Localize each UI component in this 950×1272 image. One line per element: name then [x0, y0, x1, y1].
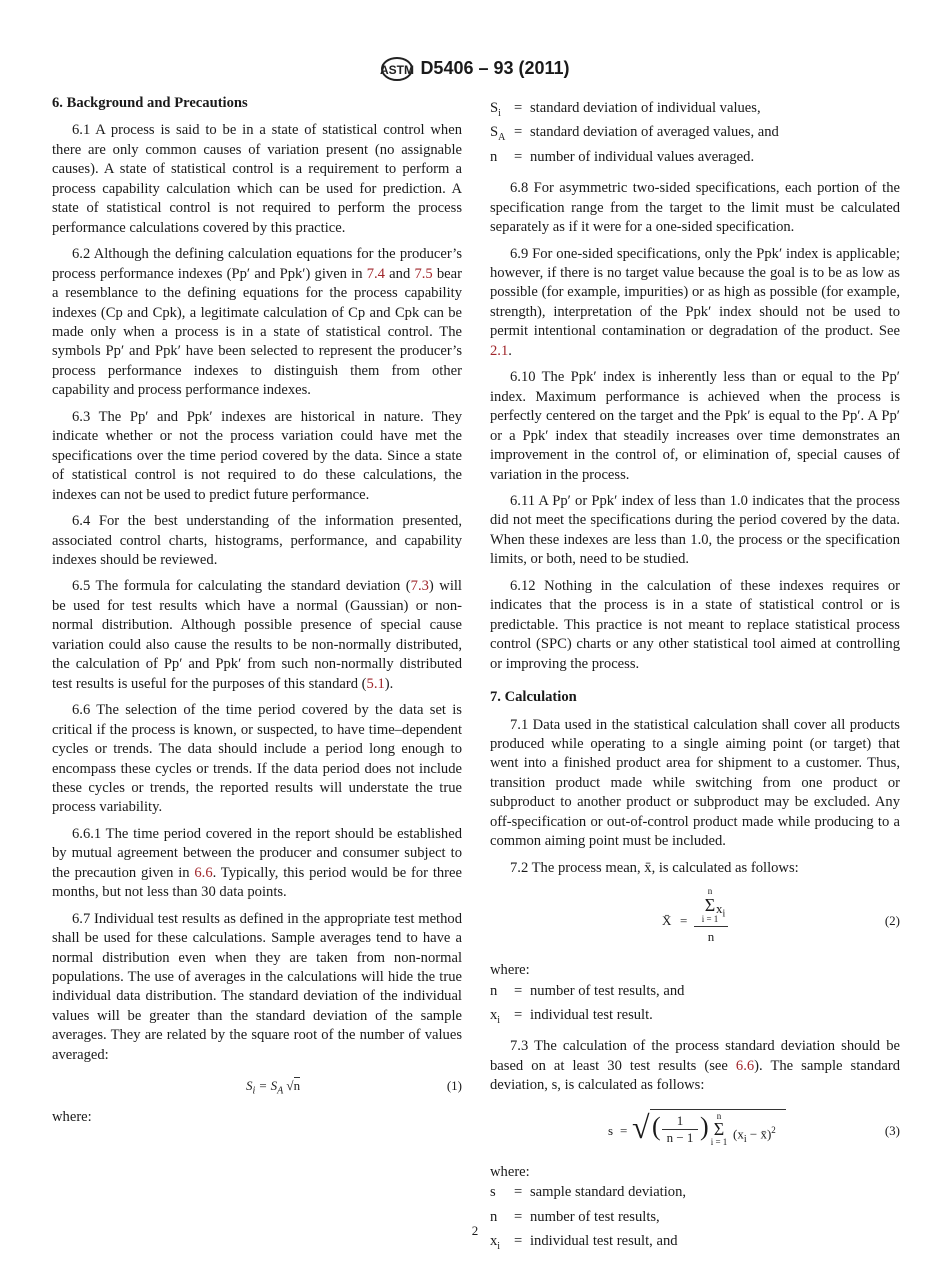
where-label: where:	[52, 1109, 92, 1126]
sigma-symbol: Σ	[713, 1118, 725, 1139]
sum-lower: i = 1	[701, 914, 719, 925]
paragraph-text: bear a resemblance to the defining equations for the process capability indexes (Cp and Cpk), a legitimate calculation of Cp and Cpk can be made only when a process is in a state of statistical control. The symbols Pp′ and Ppk′ have been selected to represent the producer’s process performance indexes to distinguish them from other capability and process performance indexes.	[52, 265, 462, 399]
paragraph	[490, 368, 900, 485]
eq-sub: i	[722, 908, 726, 920]
equals-sign: =	[514, 100, 523, 116]
where-definition: standard deviation of averaged values, and	[530, 124, 779, 141]
where-definition: individual test result, and	[530, 1233, 678, 1250]
section-link[interactable]: 2.1	[490, 342, 509, 359]
paragraph-text: ) will be used for test results which have a normal (Gaussian) or non-normal distribution. Although possible presence of special cause variation could also cause the results to be non-normally distributed, the calculation of Pp′ and Ppk′ from such non-normally distributed test results is useful for the purposes of this standard (	[52, 578, 462, 692]
eq-sub: i	[743, 1133, 747, 1145]
symbol: x	[490, 1233, 498, 1250]
where-symbol	[490, 123, 514, 147]
paragraph-text: 6.1 A process is said to be in a state of statistical control when there are only common causes of variation present (no assignable causes). A state of statistical control is a requirement to perform a process capability calculation which can be used for prediction. A state of statistical control is not required to perform the process performance calculations covered by this practice.	[52, 122, 462, 236]
symbol: n	[490, 148, 498, 165]
eq-sub: i	[252, 1085, 256, 1097]
equation-1: $S_i = S_A$ √n (1)	[246, 1078, 462, 1097]
symbol: n	[490, 1208, 498, 1225]
where-list	[490, 982, 900, 1031]
equals-sign: =	[514, 148, 523, 165]
paragraph-group	[490, 179, 900, 674]
document-designation: D5406 – 93 (2011)	[420, 57, 570, 78]
paragraph-text: 6.3 The Pp′ and Ppk′ indexes are historical in nature. They indicate whether or not the process variation could have met the specifications over the time period covered by the data. Since a state of statistical control is not required to do these calculations, the indexes can not be used to predict future performance.	[52, 408, 462, 503]
paragraph	[490, 245, 900, 362]
paragraph-text: 6.6.1 The time period covered in the report should be established by mutual agreement between the producer and consumer subject to the precaution given in	[52, 825, 462, 881]
where-symbol	[490, 99, 514, 123]
eq-power: 2	[771, 1124, 776, 1135]
paragraph-text: 7.3 The calculation of the process standard deviation should be based on at least 30 test results (see	[490, 1038, 900, 1074]
equals-sign: =	[514, 1208, 523, 1225]
section-link[interactable]: 6.6	[735, 1057, 755, 1074]
eq-numerator: 1	[662, 1113, 698, 1130]
paragraph	[52, 245, 462, 401]
where-symbol	[490, 982, 514, 1006]
where-definition: individual test result.	[530, 1007, 653, 1024]
paragraph-text: 6.5 The formula for calculating the standard deviation (	[72, 578, 411, 595]
section-heading: 6. Background and Precautions	[52, 95, 248, 111]
paragraph-text: ). The sample standard deviation, s, is calculated as follows:	[490, 1057, 900, 1094]
eq-lhs: S	[246, 1078, 253, 1094]
paragraph-text: 6.7 Individual test results as defined in the appropriate test method shall be used for these calculations. Sample averages tend to have a normal distribution even when they are taken from non-normal populations. The use of averages in the calculations will hide the true individual data distribution. The standard deviation of the individual values will be greater than the standard deviation of the sample averages. They are related by the square root of the number of values averaged:	[52, 910, 462, 1063]
sum-upper: n	[707, 886, 713, 897]
where-definition: number of individual values averaged.	[530, 148, 755, 165]
symbol: n	[490, 982, 498, 999]
paragraph-group	[52, 121, 462, 1065]
paragraph	[52, 701, 462, 818]
eq-term: (x	[733, 1126, 744, 1142]
eq-sign: =	[258, 1078, 268, 1094]
equals-sign: =	[514, 124, 523, 141]
equals-sign: =	[514, 982, 523, 999]
eq-sub: A	[277, 1085, 284, 1097]
eq-sign: =	[620, 1122, 628, 1138]
where-label: where:	[490, 962, 530, 979]
paragraph-text: . Typically, this period would be for three months, but not less than 30 data points.	[52, 864, 462, 901]
page-number: 2	[471, 1223, 479, 1238]
equals-sign: =	[514, 1233, 523, 1250]
eq-term: x	[716, 901, 723, 917]
symbol: S	[490, 100, 499, 116]
symbol-subscript: i	[497, 1014, 501, 1026]
equals-sign: =	[514, 1184, 523, 1201]
paragraph-text: 7.1 Data used in the statistical calculation shall cover all products produced while operating to a single aiming point (or target) that went into a finished product area for shipment to a customer. Thus, transition product made while switching from one product or subproduct to another product or subproduct may be excluded. Any off-specification or out-of-control product made while producing to a common aiming point must be included.	[490, 716, 900, 850]
symbol: S	[490, 124, 499, 141]
symbol: x	[490, 1007, 498, 1024]
where-definition: number of test results,	[530, 1208, 660, 1225]
paragraph	[490, 492, 900, 570]
where-definition: sample standard deviation,	[530, 1184, 687, 1201]
sqrt-symbol: √	[632, 1108, 650, 1145]
symbol: s	[490, 1184, 496, 1201]
section-link[interactable]: 5.1	[366, 675, 385, 692]
sum-lower: i = 1	[710, 1136, 728, 1147]
where-symbol	[490, 148, 514, 172]
eq-denominator: n	[694, 926, 728, 946]
paragraph	[490, 179, 900, 237]
where-definition: number of test results, and	[530, 982, 685, 999]
paragraph	[52, 825, 462, 903]
section-link[interactable]: 7.5	[414, 265, 433, 282]
paragraph	[490, 577, 900, 674]
paragraph-text: 6.8 For asymmetric two-sided specifications, each portion of the specification range from the target to the limit must be calculated separately as if it were for a one-sided specification.	[490, 180, 900, 236]
paragraph	[52, 408, 462, 505]
sum-upper: n	[716, 1110, 722, 1121]
where-label: where:	[490, 1163, 530, 1180]
astm-logo-icon	[380, 56, 414, 82]
where-list	[490, 99, 900, 172]
equation-2	[490, 885, 900, 955]
paragraph-text: 6.9 For one-sided specifications, only the Ppk′ index is applicable; however, if there is no target value because the goal is to be as low as possible (for example, impurities) or as high as possible (for example, strength), interpretation of the Ppk′ index should not be used to permit intentional contamination or degradation of the product. See	[490, 245, 900, 340]
svg-text:ASTM: ASTM	[380, 63, 415, 77]
symbol-subscript: i	[498, 107, 501, 119]
paragraph-text: ).	[384, 675, 394, 692]
eq-lhs: s	[608, 1122, 614, 1138]
paragraph-text: 6.4 For the best understanding of the information presented, associated control charts, histograms, performance, and capability indexes should be reviewed.	[52, 513, 462, 568]
paragraph	[490, 859, 900, 878]
paragraph	[52, 577, 462, 694]
paragraph-text: 6.12 Nothing in the calculation of these indexes requires or indicates that the process is in a state of statistical control or is predictable. This practice is not meant to replace statistical process control (SPC) charts or any other statistical tool aimed at controlling or improving the process.	[490, 577, 900, 672]
equation-number: (1)	[446, 1078, 462, 1094]
paragraph-text: 6.11 A Pp′ or Ppk′ index of less than 1.0 indicates that the process did not meet the specifications during the period covered by the data. When these indexes are less than 1.0, the process or the specification limits, or both, need to be studied.	[490, 493, 900, 568]
paragraph-text: and	[384, 265, 415, 282]
paragraph-text: 6.2 Although the defining calculation equations for the producer’s process performance indexes (Pp′ and Ppk′) given in	[52, 246, 462, 282]
paragraph	[490, 1037, 900, 1095]
where-definition: standard deviation of individual values,	[530, 100, 761, 116]
section-heading: 7. Calculation	[490, 689, 577, 706]
paragraph-text: 6.6 The selection of the time period covered by the data set is critical if the process is known, or suspected, to have time–dependent cycles or trends. The data should include a period long enough to encompass these cycles or trends. If the data period does not include these cycles or trends, the reported results will understate the true process variability.	[52, 702, 462, 816]
eq-sign: =	[680, 913, 688, 929]
where-list	[490, 1183, 900, 1256]
paragraph	[52, 910, 462, 1066]
paragraph	[490, 716, 900, 852]
paragraph	[52, 121, 462, 238]
equation-number: (3)	[884, 1122, 900, 1138]
left-column	[52, 94, 462, 1128]
where-symbol	[490, 1006, 514, 1030]
symbol-subscript: i	[497, 1240, 501, 1252]
eq-lhs: X̄	[662, 913, 672, 929]
eq-denominator: n − 1	[666, 1129, 694, 1145]
paragraph-text: .	[508, 342, 512, 359]
sigma-symbol: Σ	[704, 895, 716, 916]
where-symbol	[490, 1183, 514, 1207]
equation-3: s = √ ( $\frac{1}{n - 1}$ ) n Σ i = 1 ($x_i$ − x̄)$^2$ (3)	[608, 1108, 900, 1147]
paragraph	[52, 512, 462, 570]
equation-number: (2)	[884, 913, 900, 929]
section-link[interactable]: 7.3	[410, 578, 429, 595]
section-link[interactable]: 7.4	[366, 265, 385, 282]
page-header	[0, 56, 950, 82]
paragraph-group	[490, 1037, 900, 1095]
paragraph-text: 6.10 The Ppk′ index is inherently less than or equal to the Pp′ index. Maximum performance is achieved when the process is perfectly centered on the target and the Ppk′ is equal to the Pp′. A Pp′ or a Ppk′ index that steadily increases over time demonstrates an improvement in the control of, or elimination of, special causes of variation in the process.	[490, 369, 900, 483]
equals-sign: =	[514, 1007, 523, 1024]
eq-root: n	[293, 1078, 301, 1094]
paragraph-group	[490, 716, 900, 879]
symbol-subscript: A	[498, 132, 506, 144]
paragraph-text: 7.2 The process mean, x̄, is calculated as follows:	[510, 859, 799, 876]
eq-rhs: S	[270, 1078, 278, 1094]
right-column	[490, 99, 900, 1263]
section-link[interactable]: 6.6	[194, 864, 213, 881]
eq-term: − x̄)	[749, 1126, 772, 1142]
